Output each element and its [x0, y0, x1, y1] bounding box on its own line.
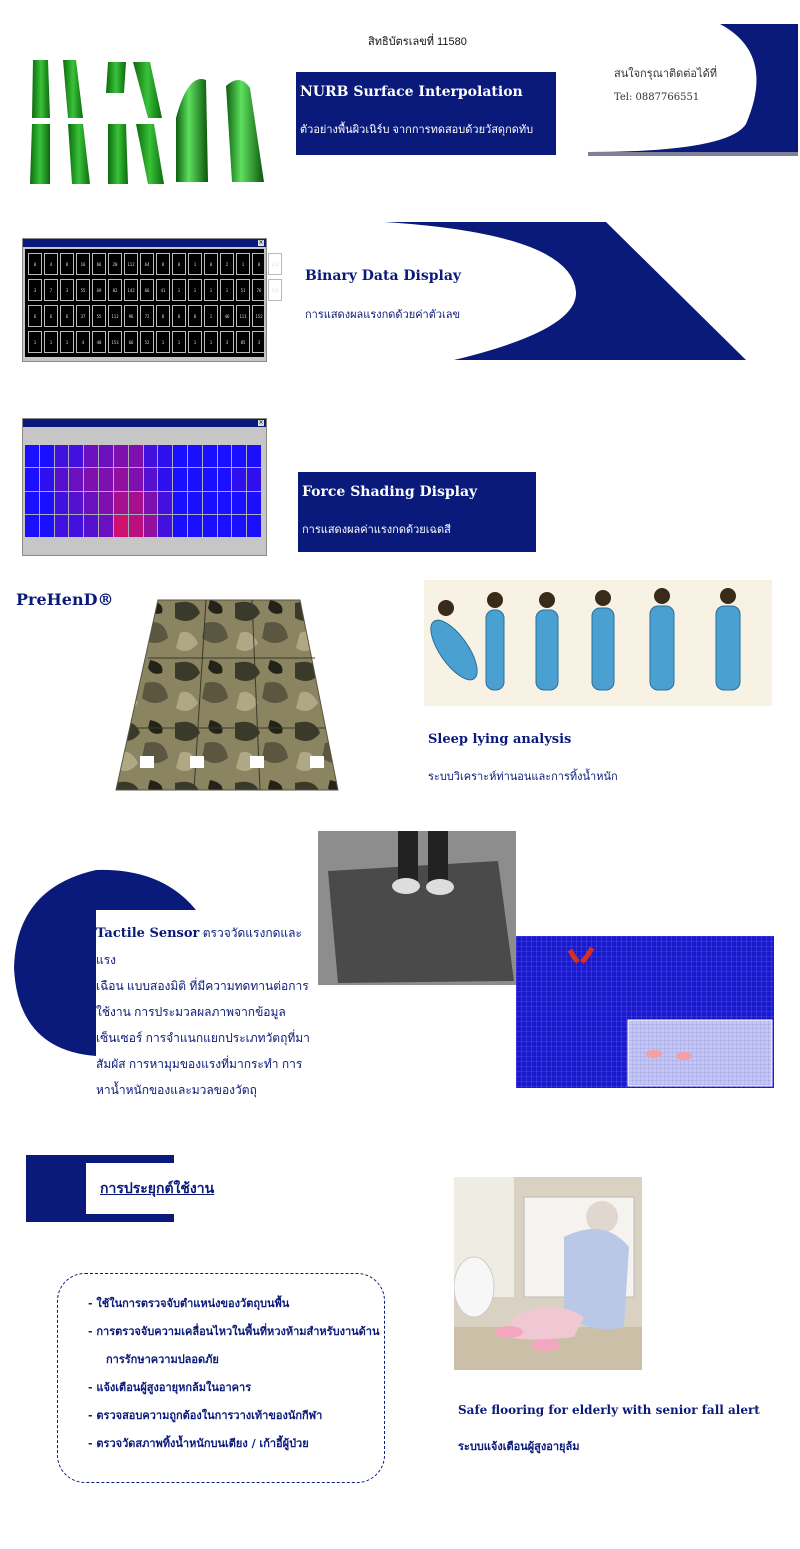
- heat-cell: [158, 445, 172, 467]
- heat-cell: [84, 515, 98, 537]
- binary-cell: 6: [60, 305, 74, 327]
- heat-cell: [203, 468, 217, 490]
- binary-cell: 76: [252, 279, 266, 301]
- binary-cell: 51: [236, 279, 250, 301]
- heat-cell: [99, 445, 113, 467]
- nurb-panel: [296, 72, 556, 155]
- binary-cell: 8: [60, 253, 74, 275]
- binary-cell: 69: [92, 279, 106, 301]
- heat-cell: [188, 515, 202, 537]
- binary-cell: 66: [140, 279, 154, 301]
- binary-grid: [25, 249, 279, 357]
- heat-cell: [158, 492, 172, 514]
- heat-cell: [25, 468, 39, 490]
- binary-cell: 4: [76, 331, 90, 353]
- heat-cell: [55, 468, 69, 490]
- binary-cell: 0: [188, 305, 202, 327]
- heat-cell: [129, 492, 143, 514]
- binary-cell: 1: [204, 331, 218, 353]
- heat-cell: [84, 468, 98, 490]
- binary-cell: 3: [60, 279, 74, 301]
- binary-cell: 111: [236, 305, 250, 327]
- heat-cell: [25, 492, 39, 514]
- binary-cell: 0: [172, 305, 186, 327]
- force-subtitle: การแสดงผลค่าแรงกดด้วยเฉดสี: [302, 524, 451, 536]
- nurb-surface-image: [28, 58, 273, 188]
- binary-cell: 8: [156, 305, 170, 327]
- heat-cell: [69, 492, 83, 514]
- binary-cell: 55: [76, 279, 90, 301]
- heat-cell: [99, 515, 113, 537]
- heat-cell: [114, 492, 128, 514]
- heat-cell: [232, 515, 246, 537]
- heat-cell: [188, 445, 202, 467]
- heat-cell: [40, 445, 54, 467]
- binary-cell: 1: [236, 253, 250, 275]
- heat-cell: [247, 468, 261, 490]
- heat-cell: [144, 445, 158, 467]
- binary-row: [28, 279, 279, 301]
- heat-cell: [203, 515, 217, 537]
- binary-cell: 1: [204, 305, 218, 327]
- window-titlebar: [23, 239, 266, 247]
- heat-cell: [173, 445, 187, 467]
- heat-cell: [247, 515, 261, 537]
- binary-cell: 8: [156, 253, 170, 275]
- camouflage-mat-image: [110, 598, 340, 793]
- force-title: Force Shading Display: [302, 484, 478, 500]
- heat-cell: [158, 515, 172, 537]
- binary-cell: 152: [252, 305, 266, 327]
- binary-cell: 1: [44, 331, 58, 353]
- heat-cell: [40, 492, 54, 514]
- binary-cell: 52: [140, 331, 154, 353]
- apps-item-1: - ใช้ในการตรวจจับตำแหน่งของวัตถุบนพื้น: [88, 1297, 290, 1310]
- sensor-grid-display: [516, 936, 774, 1088]
- window-titlebar: [23, 419, 266, 427]
- sleep-subtitle: ระบบวิเคราะห์ท่านอนและการทิ้งน้ำหนัก: [428, 771, 618, 783]
- sleep-title: Sleep lying analysis: [428, 732, 572, 747]
- nurb-title: NURB Surface Interpolation: [300, 84, 523, 100]
- binary-cell: 1: [156, 331, 170, 353]
- heat-cell: [69, 445, 83, 467]
- heat-cell: [129, 515, 143, 537]
- binary-cell: 1: [204, 279, 218, 301]
- sleep-positions-image: [424, 580, 772, 706]
- tactile-line-2: เฉือน แบบสองมิติ ที่มีความทดทานต่อการ: [96, 979, 309, 993]
- elderly-title: Safe flooring for elderly with senior fall alert: [458, 1403, 760, 1417]
- binary-cell: 0: [252, 253, 266, 275]
- heat-cell: [247, 492, 261, 514]
- binary-cell: 37: [76, 305, 90, 327]
- elderly-fall-photo: [454, 1177, 642, 1370]
- heat-cell: [188, 492, 202, 514]
- heat-cell: [218, 445, 232, 467]
- close-icon[interactable]: ×: [258, 239, 264, 246]
- binary-title: Binary Data Display: [305, 268, 462, 284]
- tactile-line-6: หาน้ำหนักของและมวลของวัตถุ: [96, 1083, 257, 1097]
- binary-cell: 2: [220, 253, 234, 275]
- heat-cell: [25, 515, 39, 537]
- binary-cell: 3: [252, 331, 266, 353]
- tactile-line-5: สัมผัส การหามุมของแรงที่มากระทำ การ: [96, 1057, 303, 1071]
- binary-cell: 85: [236, 331, 250, 353]
- tactile-line-1: Tactile Sensor ตรวจวัดแรงกดและแรง: [96, 926, 302, 967]
- heat-cell: [69, 468, 83, 490]
- heat-cell: [55, 515, 69, 537]
- heat-cell: [40, 468, 54, 490]
- heat-cell: [203, 492, 217, 514]
- heat-cell: [69, 515, 83, 537]
- heat-cell: [203, 445, 217, 467]
- heat-cell: [114, 515, 128, 537]
- heat-cell: [188, 468, 202, 490]
- binary-window: [22, 238, 279, 362]
- binary-cell: 1: [28, 331, 42, 353]
- apps-item-2-cont: การรักษาความปลอดภัย: [106, 1353, 219, 1366]
- binary-cell: 64: [140, 253, 154, 275]
- binary-subtitle: การแสดงผลแรงกดด้วยค่าตัวเลข: [305, 309, 461, 321]
- heat-cell: [99, 492, 113, 514]
- heat-cell: [84, 492, 98, 514]
- nurb-subtitle: ตัวอย่างพื้นผิวเนิร์บ จากการทดสอบด้วยวัสดุกดทับ: [300, 124, 534, 136]
- apps-list-box: [57, 1273, 385, 1483]
- binary-cell: 1: [172, 279, 186, 301]
- heat-cell: [144, 492, 158, 514]
- heat-cell: [129, 445, 143, 467]
- binary-cell: 1: [60, 331, 74, 353]
- binary-cell: 0: [172, 253, 186, 275]
- binary-cell: 3: [28, 279, 42, 301]
- apps-item-3: - แจ้งเตือนผู้สูงอายุหกล้มในอาคาร: [88, 1381, 252, 1394]
- heat-cell: [99, 468, 113, 490]
- binary-cell: 82: [108, 279, 122, 301]
- apps-heading: การประยุกต์ใช้งาน: [100, 1181, 215, 1197]
- heat-cell: [232, 492, 246, 514]
- tactile-line-3: ใช้งาน การประมวลผลภาพจากข้อมูล: [96, 1005, 286, 1019]
- binary-cell: 0: [204, 253, 218, 275]
- heat-cell: [25, 445, 39, 467]
- elderly-subtitle: ระบบแจ้งเตือนผู้สูงอายุล้ม: [458, 1441, 580, 1453]
- heat-cell: [55, 445, 69, 467]
- binary-cell: 96: [124, 305, 138, 327]
- binary-cell: 72: [140, 305, 154, 327]
- binary-row: [28, 253, 279, 275]
- binary-cell: 113: [268, 253, 282, 275]
- apps-item-4: - ตรวจสอบความถูกต้องในการวางเท้าของนักกีฬา: [88, 1409, 323, 1422]
- contact-line1: สนใจกรุณาติดต่อได้ที่: [614, 68, 717, 80]
- heat-cell: [114, 468, 128, 490]
- heat-cell: [247, 445, 261, 467]
- patent-number: สิทธิบัตรเลขที่ 11580: [368, 36, 467, 48]
- binary-row: [28, 331, 261, 353]
- binary-cell: 41: [156, 279, 170, 301]
- close-icon[interactable]: ×: [258, 419, 264, 426]
- binary-cell: 154: [268, 279, 282, 301]
- binary-cell: 1: [188, 279, 202, 301]
- binary-cell: 3: [220, 331, 234, 353]
- heat-cell: [114, 445, 128, 467]
- binary-cell: 0: [28, 253, 42, 275]
- force-window: [22, 418, 267, 556]
- binary-cell: 66: [92, 253, 106, 275]
- heat-cell: [55, 492, 69, 514]
- binary-cell: 142: [124, 279, 138, 301]
- heat-cell: [218, 468, 232, 490]
- binary-row: [28, 305, 261, 327]
- binary-cell: 20: [108, 253, 122, 275]
- apps-item-2: - การตรวจจับความเคลื่อนไหวในพื้นที่หวงห้ามสำหรับงานด้าน: [88, 1325, 380, 1338]
- binary-cell: 1: [188, 331, 202, 353]
- binary-cell: 40: [92, 331, 106, 353]
- binary-cell: 1: [188, 253, 202, 275]
- binary-cell: 7: [44, 279, 58, 301]
- binary-cell: 4: [44, 253, 58, 275]
- prehend-label: PreHenD®: [16, 590, 114, 609]
- force-heatmap: [25, 445, 261, 537]
- heat-cell: [84, 445, 98, 467]
- binary-cell: 16: [76, 253, 90, 275]
- binary-cell: 1: [220, 279, 234, 301]
- heat-cell: [40, 515, 54, 537]
- sensor-mat-photo: [318, 831, 516, 985]
- binary-shape: [380, 220, 748, 362]
- heat-cell: [232, 445, 246, 467]
- heat-cell: [129, 468, 143, 490]
- binary-cell: 55: [92, 305, 106, 327]
- binary-cell: 153: [108, 331, 122, 353]
- heat-cell: [173, 515, 187, 537]
- heat-cell: [144, 515, 158, 537]
- contact-phone: Tel: 0887766551: [614, 92, 700, 103]
- heat-cell: [173, 492, 187, 514]
- tactile-lead: Tactile Sensor: [96, 926, 200, 941]
- binary-cell: 1: [172, 331, 186, 353]
- tactile-paragraph: [96, 920, 311, 1103]
- force-panel: [298, 472, 536, 552]
- binary-cell: 112: [108, 305, 122, 327]
- heat-cell: [218, 492, 232, 514]
- heat-cell: [158, 468, 172, 490]
- heat-cell: [144, 468, 158, 490]
- binary-cell: 6: [28, 305, 42, 327]
- binary-cell: 6: [44, 305, 58, 327]
- tactile-line-4: เซ็นเซอร์ การจำแนกแยกประเภทวัตถุที่มา: [96, 1031, 310, 1045]
- binary-cell: 112: [124, 253, 138, 275]
- binary-cell: 46: [220, 305, 234, 327]
- heat-cell: [218, 515, 232, 537]
- apps-item-5: - ตรวจวัดสภาพทิ้งน้ำหนักบนเตียง / เก้าอี้ผู้ป่วย: [88, 1437, 309, 1450]
- heat-cell: [232, 468, 246, 490]
- binary-cell: 66: [124, 331, 138, 353]
- contact-shape: [588, 24, 800, 158]
- heat-cell: [173, 468, 187, 490]
